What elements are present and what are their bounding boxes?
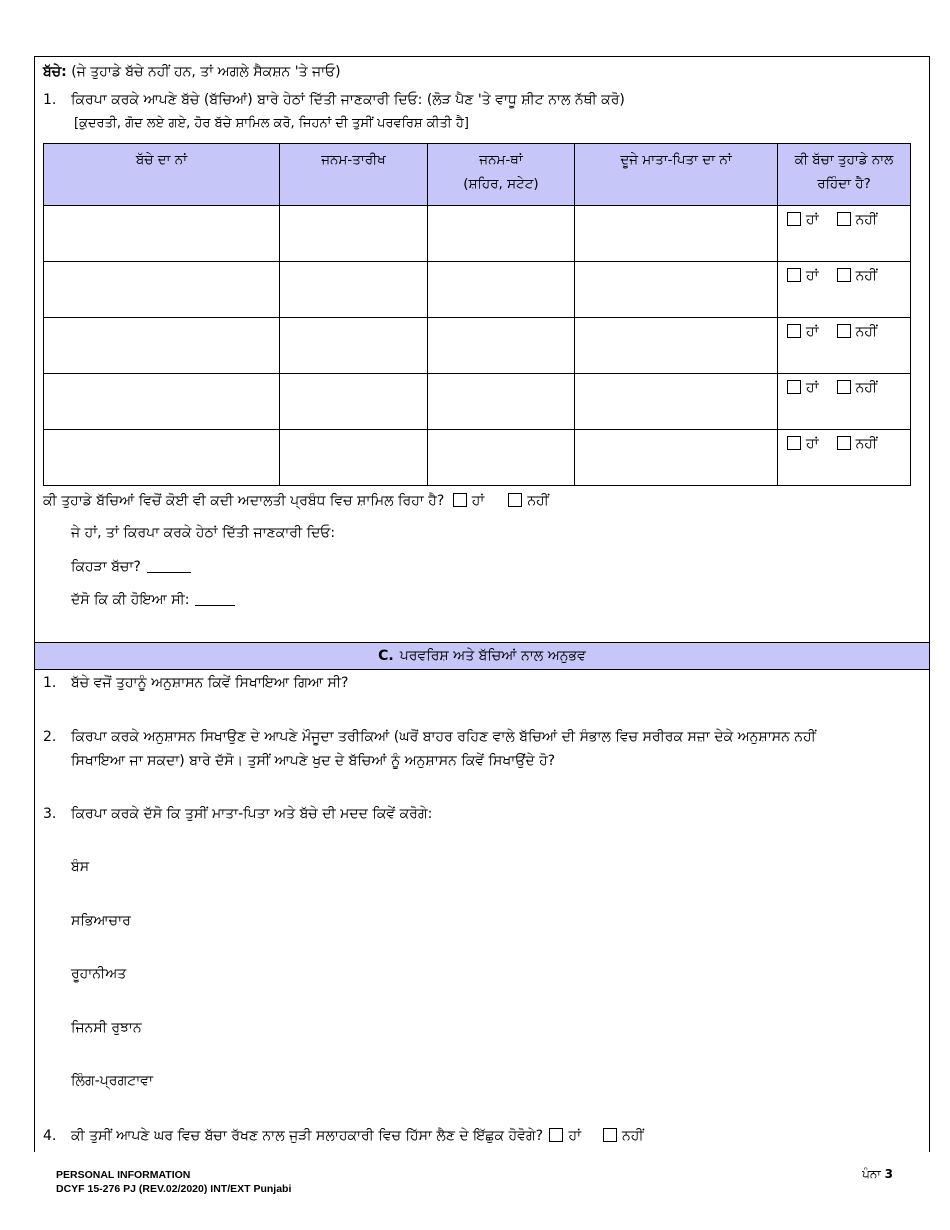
lives-with-you-cell [778, 374, 911, 430]
question-number: 3. [43, 806, 57, 822]
yes-checkbox[interactable] [787, 212, 801, 226]
table-row [44, 262, 911, 318]
q3-item-lineage: ਬੰਸ [71, 859, 90, 875]
question-number: 2. [43, 729, 57, 745]
question-text: ਬੱਚੇ ਵਜੋਂ ਤੁਹਾਨੂੰ ਅਨੁਸ਼ਾਸਨ ਕਿਵੇਂ ਸਿਖਾਇਆ ਗਿਆ ਸੀ? [71, 675, 349, 691]
no-checkbox[interactable] [837, 212, 851, 226]
child-name-cell[interactable] [44, 262, 280, 318]
no-checkbox[interactable] [837, 436, 851, 450]
birth-date-cell[interactable] [280, 430, 428, 486]
no-label: ਨਹੀਂ [855, 380, 878, 396]
birth-date-cell[interactable] [280, 262, 428, 318]
children-question-1-note: [ਕੁਦਰਤੀ, ਗੋਦ ਲਏ ਗਏ, ਹੋਰ ਬੱਚੇ ਸ਼ਾਮਿਲ ਕਰੋ, ਜਿਹਨਾਂ ਦੀ ਤੁਸੀਂ ਪਰਵਰਿਸ਼ ਕੀਤੀ ਹੈ] [74, 116, 469, 131]
q3-item-gender-expression: ਲਿੰਗ-ਪ੍ਰਗਟਾਵਾ [71, 1073, 153, 1089]
page-number-value: 3 [884, 1167, 893, 1181]
if-yes-instruction: ਜੇ ਹਾਂ, ਤਾਂ ਕਿਰਪਾ ਕਰਕੇ ਹੇਠਾਂ ਦਿੱਤੀ ਜਾਣਕਾਰੀ ਦਿਓ: [71, 525, 336, 541]
page-label: ਪੰਨਾ [862, 1167, 881, 1181]
which-child-label: ਕਿਹੜਾ ਬੱਚਾ? [71, 559, 141, 575]
no-label: ਨਹੀਂ [855, 268, 878, 284]
footer-title: PERSONAL INFORMATION [56, 1169, 191, 1181]
header-birth-date: ਜਨਮ-ਤਾਰੀਖ [280, 144, 428, 206]
court-no-label: ਨਹੀਂ [527, 493, 549, 509]
lives-with-you-cell [778, 206, 911, 262]
table-row [44, 374, 911, 430]
q3-item-sexual-orientation: ਜਿਨਸੀ ਰੁਝਾਨ [71, 1020, 142, 1036]
counseling-yes-checkbox[interactable] [549, 1128, 563, 1142]
what-happened-row [71, 590, 235, 610]
other-parent-cell[interactable] [575, 430, 778, 486]
no-checkbox[interactable] [837, 380, 851, 394]
what-happened-field[interactable] [195, 591, 235, 606]
court-question-text: ਕੀ ਤੁਹਾਡੇ ਬੱਚਿਆਂ ਵਿਚੋਂ ਕੋਈ ਵੀ ਕਦੀ ਅਦਾਲਤੀ ਪ੍ਰਬੰਧ ਵਿਚ ਸ਼ਾਮਿਲ ਰਿਹਾ ਹੈ? [43, 493, 445, 509]
footer-form-id: DCYF 15-276 PJ (REV.02/2020) INT/EXT Punjabi [56, 1183, 292, 1195]
q3-item-culture: ਸਭਿਆਚਾਰ [71, 913, 131, 929]
children-heading-note: (ਜੇ ਤੁਹਾਡੇ ਬੱਚੇ ਨਹੀਂ ਹਨ, ਤਾਂ ਅਗਲੇ ਸੈਕਸ਼ਨ 'ਤੇ ਜਾਓ) [66, 64, 341, 80]
section-c-letter: C. [378, 648, 394, 664]
child-name-cell[interactable] [44, 430, 280, 486]
counseling-no-label: ਨਹੀਂ [622, 1128, 644, 1144]
header-other-parent: ਦੂਜੇ ਮਾਤਾ-ਪਿਤਾ ਦਾ ਨਾਂ [575, 144, 778, 206]
question-number: 4. [43, 1128, 57, 1144]
lives-with-you-cell [778, 430, 911, 486]
lives-with-you-cell [778, 318, 911, 374]
question-number: 1. [43, 92, 57, 108]
question-number: 1. [43, 675, 57, 691]
header-lives-line2: ਰਹਿੰਦਾ ਹੈ? [817, 176, 871, 192]
child-name-cell[interactable] [44, 374, 280, 430]
birth-place-cell[interactable] [428, 262, 575, 318]
counseling-yes-label: ਹਾਂ [568, 1128, 582, 1144]
no-checkbox[interactable] [837, 268, 851, 282]
section-c-question-2-line2: ਸਿਖਾਇਆ ਜਾ ਸਕਦਾ) ਬਾਰੇ ਦੱਸੋ। ਤੁਸੀਂ ਆਪਣੇ ਖੁਦ ਦੇ ਬੱਚਿਆਂ ਨੂੰ ਅਨੁਸ਼ਾਸਨ ਕਿਵੇਂ ਸਿਖਾਉਂਦੇ ਹੋ? [71, 753, 556, 769]
section-c-question-3 [43, 804, 432, 824]
no-checkbox[interactable] [837, 324, 851, 338]
yes-label: ਹਾਂ [806, 380, 819, 396]
yes-label: ਹਾਂ [806, 324, 819, 340]
court-yes-checkbox[interactable] [453, 493, 467, 507]
which-child-row [71, 557, 191, 577]
birth-place-cell[interactable] [428, 374, 575, 430]
yes-checkbox[interactable] [787, 380, 801, 394]
question-text: ਕਿਰਪਾ ਕਰਕੇ ਦੱਸੋ ਕਿ ਤੁਸੀਂ ਮਾਤਾ-ਪਿਤਾ ਅਤੇ ਬੱਚੇ ਦੀ ਮਦਦ ਕਿਵੇਂ ਕਰੋਗੇ: [71, 806, 433, 822]
which-child-field[interactable] [147, 558, 191, 573]
section-c-question-2 [43, 727, 816, 747]
other-parent-cell[interactable] [575, 206, 778, 262]
other-parent-cell[interactable] [575, 318, 778, 374]
header-child-name: ਬੱਚੇ ਦਾ ਨਾਂ [44, 144, 280, 206]
court-yes-label: ਹਾਂ [471, 493, 485, 509]
birth-place-cell[interactable] [428, 318, 575, 374]
birth-date-cell[interactable] [280, 206, 428, 262]
other-parent-cell[interactable] [575, 262, 778, 318]
section-c-title: ਪਰਵਰਿਸ਼ ਅਤੇ ਬੱਚਿਆਂ ਨਾਲ ਅਨੁਭਵ [399, 648, 586, 664]
birth-place-cell[interactable] [428, 430, 575, 486]
child-name-cell[interactable] [44, 318, 280, 374]
section-c-question-1 [43, 673, 348, 693]
yes-label: ਹਾਂ [806, 436, 819, 452]
header-birth-place-line2: (ਸ਼ਹਿਰ, ਸਟੇਟ) [463, 176, 539, 192]
table-row [44, 318, 911, 374]
lives-with-you-cell [778, 262, 911, 318]
yes-checkbox[interactable] [787, 324, 801, 338]
no-label: ਨਹੀਂ [855, 324, 878, 340]
form-footer [56, 1168, 291, 1196]
children-heading-label: ਬੱਚੇ: [43, 64, 67, 80]
children-heading [43, 62, 341, 82]
counseling-no-checkbox[interactable] [603, 1128, 617, 1142]
header-lives-line1: ਕੀ ਬੱਚਾ ਤੁਹਾਡੇ ਨਾਲ [794, 152, 894, 168]
no-label: ਨਹੀਂ [855, 436, 878, 452]
question-text: ਕੀ ਤੁਸੀਂ ਆਪਣੇ ਘਰ ਵਿਚ ਬੱਚਾ ਰੱਖਣ ਨਾਲ ਜੁੜੀ ਸਲਾਹਕਾਰੀ ਵਿਚ ਹਿੱਸਾ ਲੈਣ ਦੇ ਇੱਛੁਕ ਹੋਵੋਗੇ? [71, 1128, 544, 1144]
birth-place-cell[interactable] [428, 206, 575, 262]
header-birth-place [428, 144, 575, 206]
children-question-1 [43, 90, 625, 110]
question-text: ਕਿਰਪਾ ਕਰਕੇ ਅਨੁਸ਼ਾਸਨ ਸਿਖਾਉਣ ਦੇ ਆਪਣੇ ਮੌਜੂਦਾ ਤਰੀਕਿਆਂ (ਘਰੋਂ ਬਾਹਰ ਰਹਿਣ ਵਾਲੇ ਬੱਚਿਆਂ ਦੀ ਸੰਭਾਲ ਵਿਚ ਸਰੀਰਕ ਸਜ਼ਾ ਦੇਕੇ ਅਨੁਸ਼ਾਸਨ ਨਹੀਂ [71, 729, 816, 745]
yes-checkbox[interactable] [787, 268, 801, 282]
children-table [43, 143, 911, 486]
page-number [862, 1167, 893, 1182]
yes-label: ਹਾਂ [806, 268, 819, 284]
no-label: ਨਹੀਂ [855, 212, 878, 228]
q3-item-spirituality: ਰੂਹਾਨੀਅਤ [71, 966, 127, 982]
birth-date-cell[interactable] [280, 374, 428, 430]
section-c-question-4 [43, 1126, 644, 1146]
yes-checkbox[interactable] [787, 436, 801, 450]
court-no-checkbox[interactable] [508, 493, 522, 507]
yes-label: ਹਾਂ [806, 212, 819, 228]
header-birth-place-line1: ਜਨਮ-ਥਾਂ [479, 152, 523, 168]
what-happened-label: ਦੱਸੋ ਕਿ ਕੀ ਹੋਇਆ ਸੀ: [71, 592, 190, 608]
table-row [44, 206, 911, 262]
table-header-row [44, 144, 911, 206]
birth-date-cell[interactable] [280, 318, 428, 374]
child-name-cell[interactable] [44, 206, 280, 262]
court-question [43, 491, 549, 511]
section-c-header [35, 642, 929, 670]
header-lives-with-you [778, 144, 911, 206]
question-text: ਕਿਰਪਾ ਕਰਕੇ ਆਪਣੇ ਬੱਚੇ (ਬੱਚਿਆਂ) ਬਾਰੇ ਹੇਠਾਂ ਦਿੱਤੀ ਜਾਣਕਾਰੀ ਦਿਓ: (ਲੋੜ ਪੈਣ 'ਤੇ ਵਾਧੂ ਸ਼ੀਟ ਨਾਲ ਨੱਥੀ ਕਰੋ) [71, 92, 625, 108]
other-parent-cell[interactable] [575, 374, 778, 430]
table-row [44, 430, 911, 486]
